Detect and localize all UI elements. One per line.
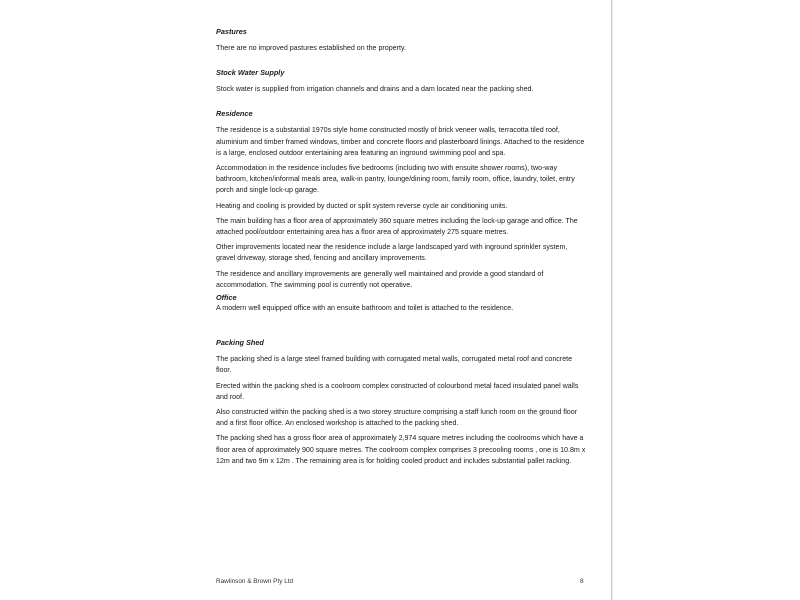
section-heading-packing-shed: Packing Shed xyxy=(216,338,264,348)
paragraph: Other improvements located near the residence include a large landscaped yard with inground sprinkler system, gravel driveway, storage shed, fencing and ancillary improvements. xyxy=(216,243,568,263)
paragraph: A modern well equipped office with an ensuite bathroom and toilet is attached to the residence. xyxy=(216,304,514,313)
paragraph: Erected within the packing shed is a coolroom complex constructed of colourbond metal faced insulated panel walls and roof. xyxy=(216,381,579,401)
paragraph: The residence is a substantial 1970s style home constructed mostly of brick veneer walls, terracotta tiled roof, aluminium and timber framed windows, timber and concrete floors and plasterboard linings. Attached to the residence is a large, enclosed outdoor entertaining area featuring an inground swimming pool and spa. xyxy=(216,126,585,157)
paragraph: Heating and cooling is provided by ducted or split system reverse cycle air conditioning units. xyxy=(216,201,508,210)
section-heading-residence: Residence xyxy=(216,109,253,119)
document-page xyxy=(188,0,612,600)
footer-company: Rawlinson & Brown Pty Ltd xyxy=(216,578,294,585)
footer-page-number: 8 xyxy=(580,578,584,585)
page-content xyxy=(216,27,588,467)
section-heading-pastures: Pastures xyxy=(216,27,247,36)
paragraph: The packing shed is a large steel framed building with corrugated metal walls, corrugated metal roof and concrete floor. xyxy=(216,355,573,375)
paragraph: Also constructed within the packing shed is a two storey structure comprising a staff lunch room on the ground floor and a first floor office. An enclosed workshop is attached to the packing shed. xyxy=(216,408,578,428)
paragraph: The residence and ancillary improvements are generally well maintained and provide a good standard of accommodation. The swimming pool is currently not operative. xyxy=(216,269,544,289)
section-heading-office: Office xyxy=(216,293,237,303)
paragraph: Accommodation in the residence includes five bedrooms (including two with ensuite shower rooms), two-way bathroom, kitchen/informal meals area, walk-in pantry, lounge/dining room, family room, office, laundry, toilet, entry porch and single lock-up garage. xyxy=(216,164,575,195)
paragraph: The packing shed has a gross floor area of approximately 2,974 square metres including the coolrooms which have a floor area of approximately 900 square metres. The coolroom complex comprises 3 precooling rooms , one is 10.8m x 12m and two 9m x 12m . The remaining area is for holding cooled product and includes substantial pallet racking. xyxy=(216,434,586,465)
paragraph: The main building has a floor area of approximately 360 square metres including the lock-up garage and office. The attached pool/outdoor entertaining area has a floor area of approximately 275 square metres. xyxy=(216,216,578,237)
paragraph: There are no improved pastures established on the property. xyxy=(216,44,406,52)
paragraph: Stock water is supplied from irrigation channels and drains and a dam located near the packing shed. xyxy=(216,85,534,94)
section-heading-stock-water: Stock Water Supply xyxy=(216,68,285,78)
